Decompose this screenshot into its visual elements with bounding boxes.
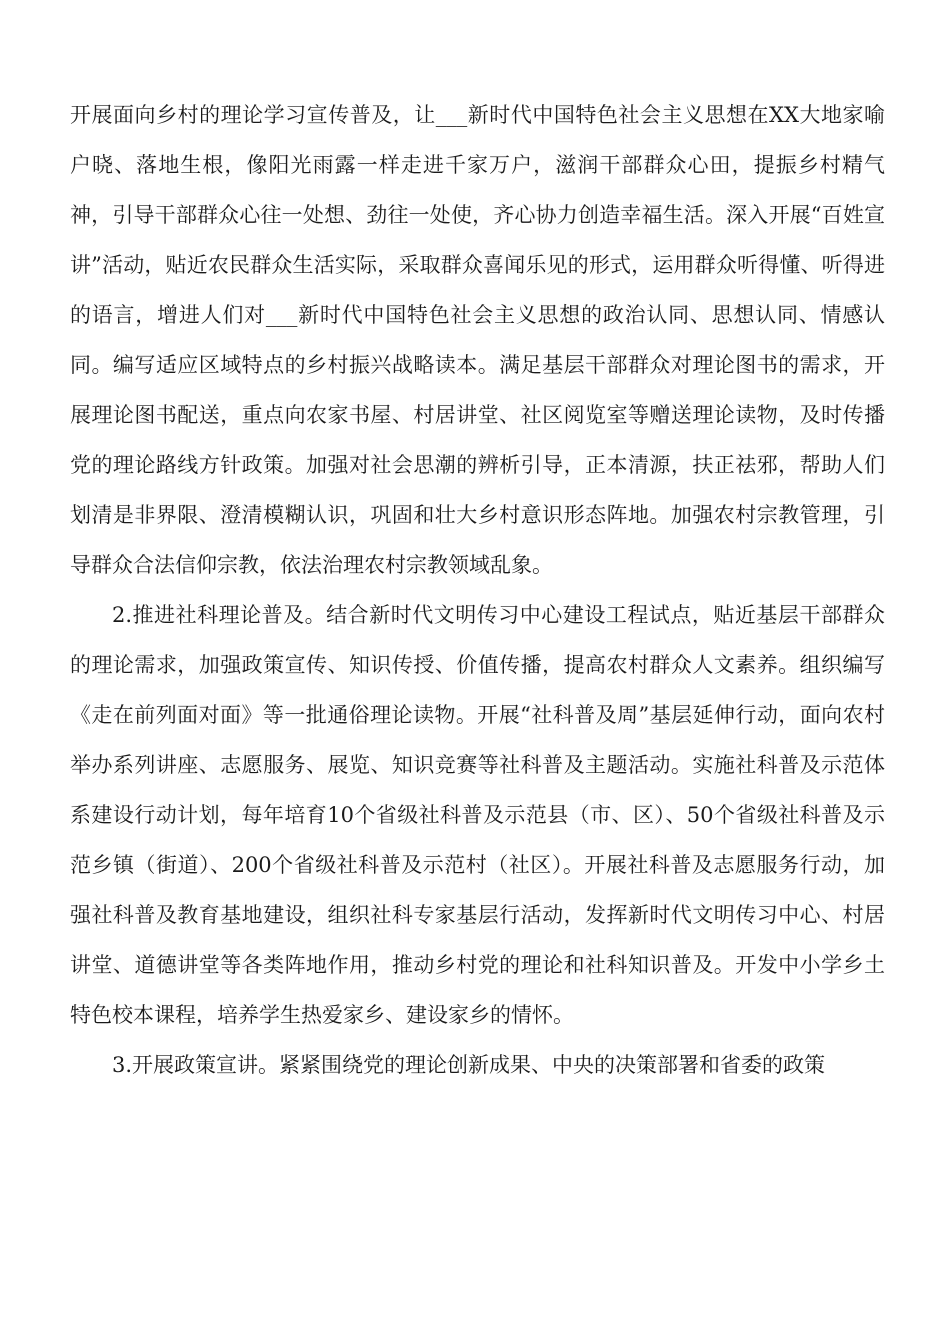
document-body (70, 90, 885, 1090)
paragraph-1: 开展面向乡村的理论学习宣传普及，让___新时代中国特色社会主义思想在XX大地家喻户晓、落地生根，像阳光雨露一样走进千家万户，滋润干部群众心田，提振乡村精气神，引导干部群众心往一处想、劲往一处使，齐心协力创造幸福生活。深入开展“百姓宣讲”活动，贴近农民群众生活实际，采取群众喜闻乐见的形式，运用群众听得懂、听得进的语言，增进人们对___新时代中国特色社会主义思想的政治认同、思想认同、情感认同。编写适应区域特点的乡村振兴战略读本。满足基层干部群众对理论图书的需求，开展理论图书配送，重点向农家书屋、村居讲堂、社区阅览室等赠送理论读物，及时传播党的理论路线方针政策。加强对社会思潮的辨析引导，正本清源，扶正祛邪，帮助人们划清是非界限、澄清模糊认识，巩固和壮大乡村意识形态阵地。加强农村宗教管理，引导群众合法信仰宗教，依法治理农村宗教领域乱象。 (70, 103, 885, 577)
paragraph-2: 2.推进社科理论普及。结合新时代文明传习中心建设工程试点，贴近基层干部群众的理论需求，加强政策宣传、知识传授、价值传播，提高农村群众人文素养。组织编写《走在前列面对面》等一批通俗理论读物。开展“社科普及周”基层延伸行动，面向农村举办系列讲座、志愿服务、展览、知识竞赛等社科普及主题活动。实施社科普及示范体系建设行动计划，每年培育10个省级社科普及示范县（市、区）、50个省级社科普及示范乡镇（街道）、200个省级社科普及示范村（社区）。开展社科普及志愿服务行动，加强社科普及教育基地建设，组织社科专家基层行活动，发挥新时代文明传习中心、村居讲堂、道德讲堂等各类阵地作用，推动乡村党的理论和社科知识普及。开发中小学乡土特色校本课程，培养学生热爱家乡、建设家乡的情怀。 (70, 603, 885, 1027)
paragraph-3: 3.开展政策宣讲。紧紧围绕党的理论创新成果、中央的决策部署和省委的政策 (112, 1053, 826, 1077)
